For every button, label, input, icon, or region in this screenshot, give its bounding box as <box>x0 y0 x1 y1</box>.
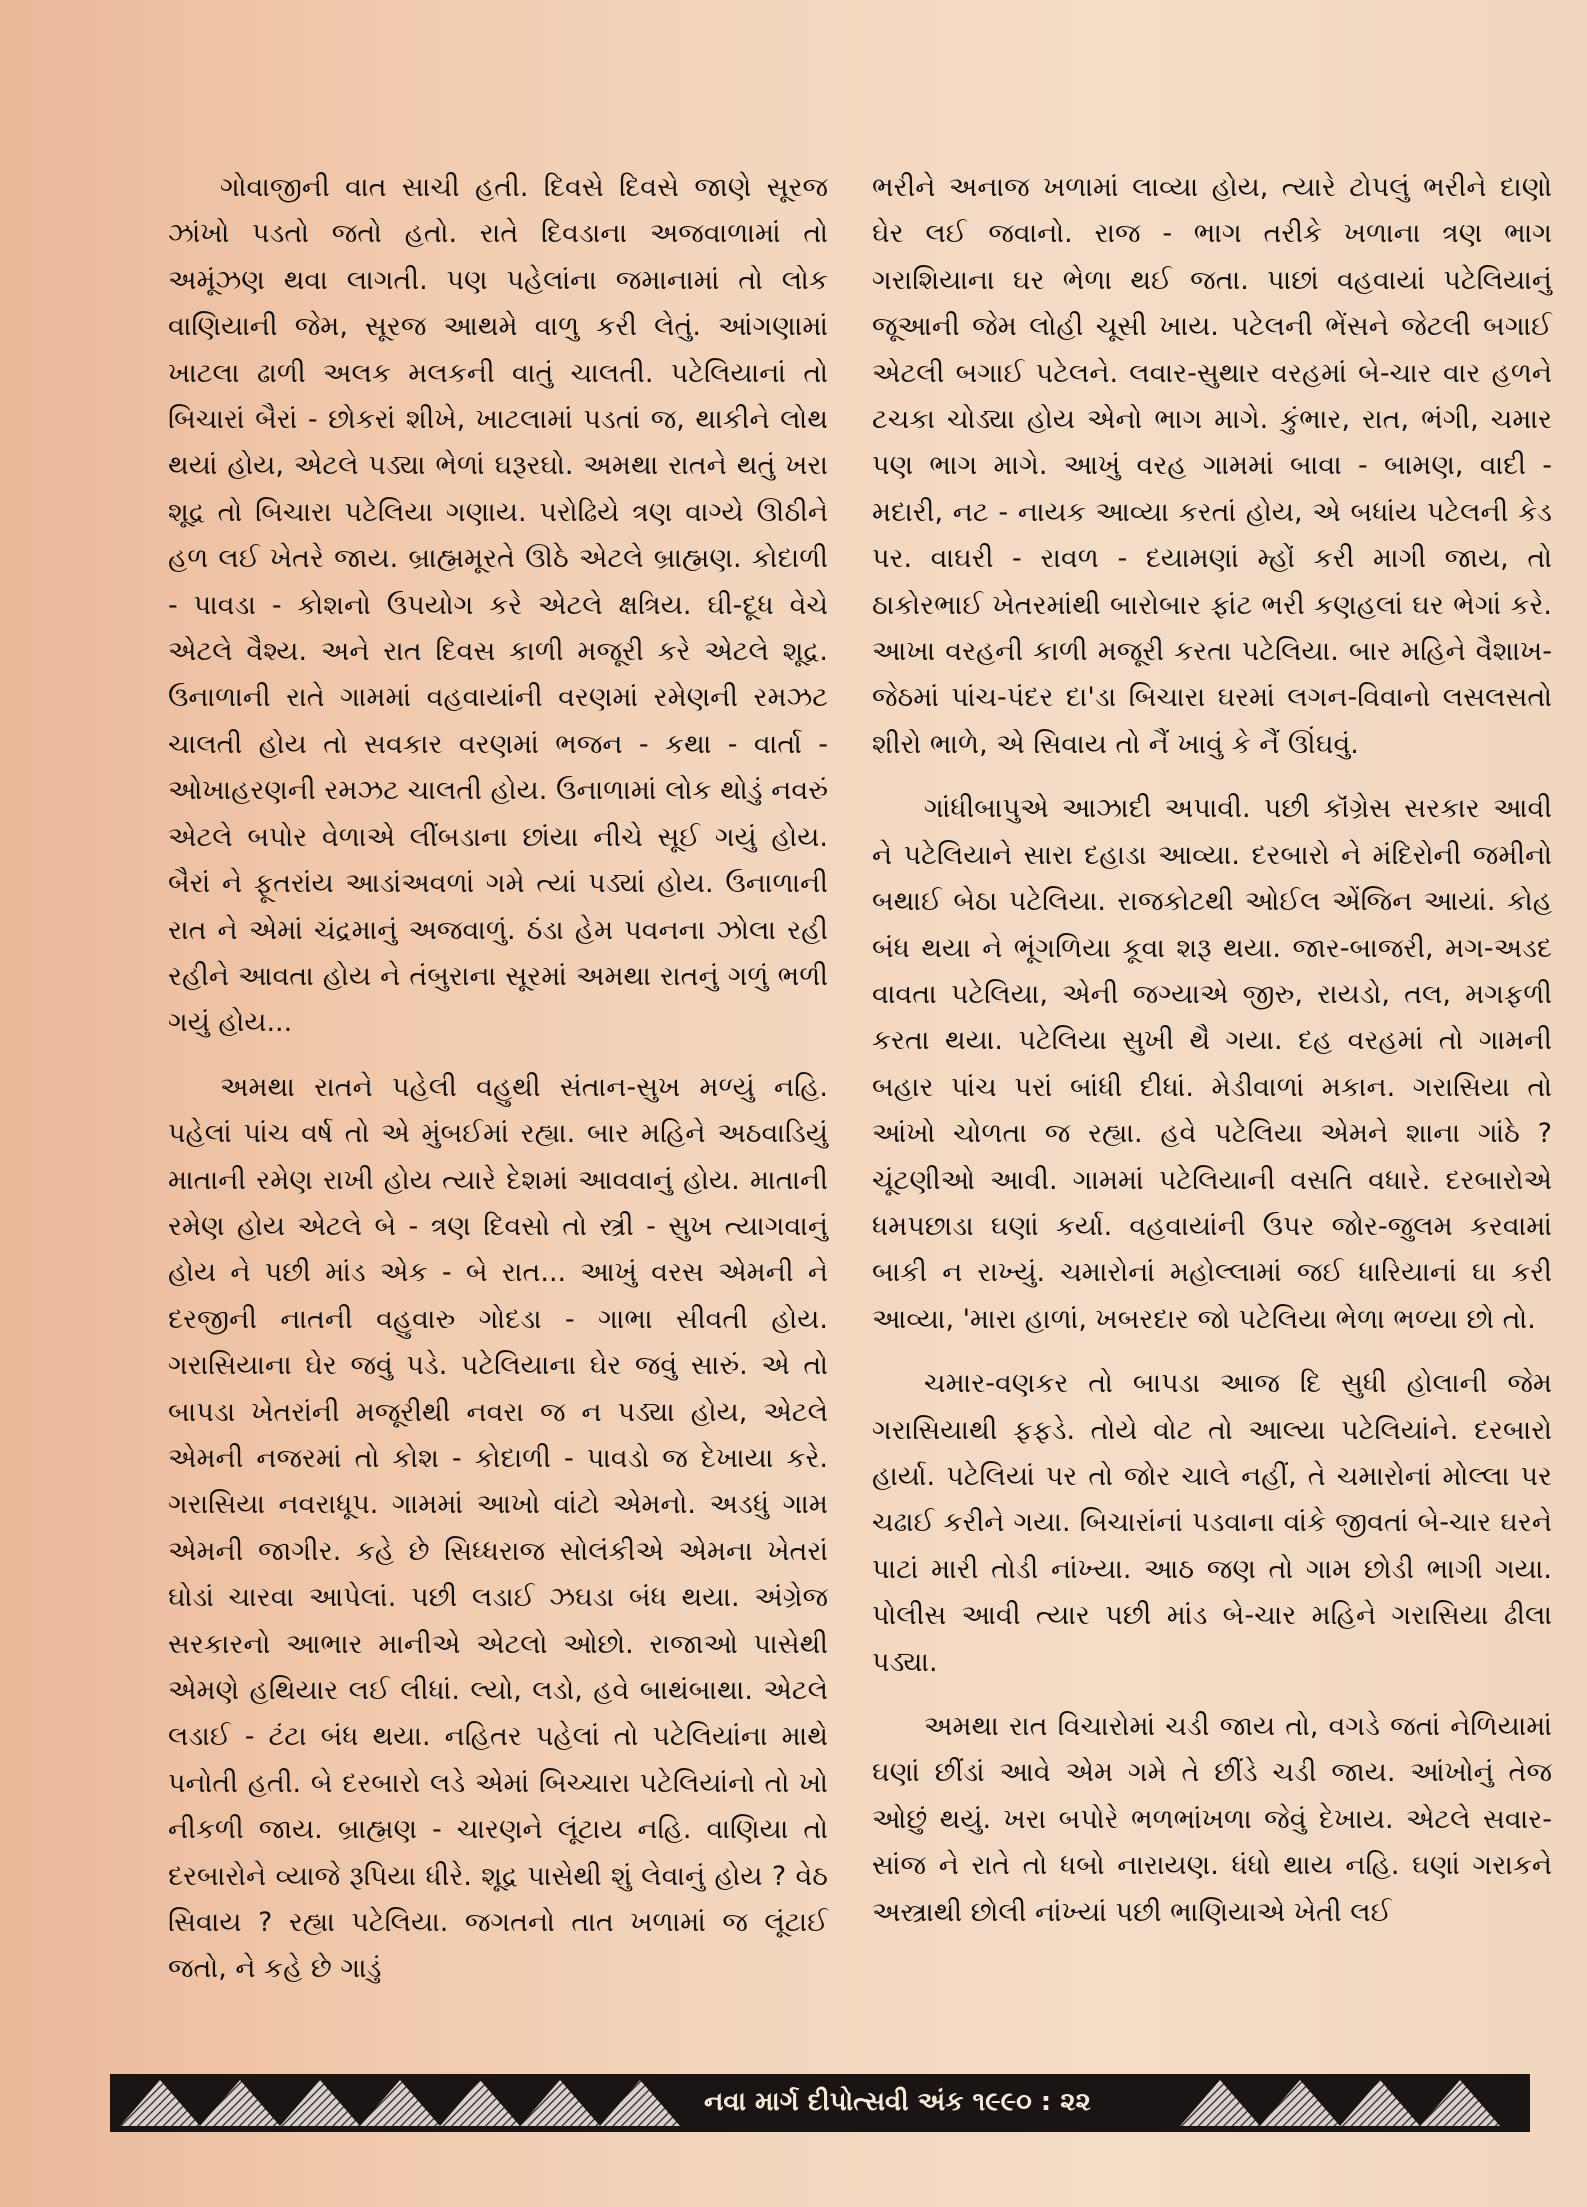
paragraph: અમથા રાતને પહેલી વહુથી સંતાન-સુખ મળ્યું નહિ. પહેલાં પાંચ વર્ષ તો એ મુંબઈમાં રહ્યા. બાર મહિને અઠવાડિયું માતાની રમેણ રાખી હોય ત્યારે દેશમાં આવવાનું હોય. માતાની રમેણ હોય એટલે બે - ત્રણ દિવસો તો સ્ત્રી - સુખ ત્યાગવાનું હોય ને પછી માંડ એક - બે રાત... આખું વરસ એમની ને દરજીની નાતની વહુવારુ ગોદડા - ગાભા સીવતી હોય. ગરાસિયાના ઘેર જવું પડે. પટેલિયાના ઘેર જવું સારું. એ તો બાપડા ખેતરાંની મજૂરીથી નવરા જ ન પડ્યા હોય, એટલે એમની નજરમાં તો કોશ - કોદાળી - પાવડો જ દેખાયા કરે. ગરાસિયા નવરાધૂપ. ગામમાં આખો વાંટો એમનો. અડધું ગામ એમની જાગીર. કહે છે સિધ્ધરાજ સોલંકીએ એમના ખેતરાં ઘોડાં ચારવા આપેલાં. પછી લડાઈ ઝઘડા બંધ થયા. અંગ્રેજ સરકારનો આભાર માનીએ એટલો ઓછો. રાજાઓ પાસેથી એમણે હથિયાર લઈ લીધાં. લ્યો, લડો, હવે બાથંબાથા. એટલે લડાઈ - ટંટા બંધ થયા. નહિતર પહેલાં તો પટેલિયાંના માથે પનોતી હતી. બે દરબારો લડે એમાં બિચ્ચારા પટેલિયાંનો તો ખો નીકળી જાય. બ્રાહ્મણ - ચારણને લૂંટાય નહિ. વાણિયા તો દરબારોને વ્યાજે રૂપિયા ધીરે. શૂદ્ર પાસેથી શું લેવાનું હોય ? વેઠ સિવાય ? રહ્યા પટેલિયા. જગતનો તાત ખળામાં જ લૂંટાઈ જતો, ને કહે છે ગાડું <box>168 1071 828 1985</box>
page-footer <box>110 2068 1530 2138</box>
footer-issue-label: નવા માર્ગ દીપોત્સવી અંક ૧૯૯૦ : ૨૨ <box>690 2076 1105 2128</box>
paragraph: ગોવાજીની વાત સાચી હતી. દિવસે દિવસે જાણે સૂરજ ઝાંખો પડતો જતો હતો. રાતે દિવડાના અજવાળામાં તો અમૂંઝણ થવા લાગતી. પણ પહેલાંના જમાનામાં તો લોક વાણિયાની જેમ, સૂરજ આથમે વાળુ કરી લેતું. આંગણામાં ખાટલા ઢાળી અલક મલકની વાતું ચાલતી. પટેલિયાનાં તો બિચારાં બૈરાં - છોકરાં શીખે, ખાટલામાં પડતાં જ, થાકીને લોથ થયાં હોય, એટલે પડ્યા ભેળાં ઘરૂરઘો. અમથા રાતને થતું ખરા શૂદ્ર તો બિચારા પટેલિયા ગણાય. પરોઢિયે ત્રણ વાગ્યે ઊઠીને હળ લઈ ખેતરે જાય. બ્રાહ્મમૂરતે ઊઠે એટલે બ્રાહ્મણ. કોદાળી - પાવડા - કોશનો ઉપયોગ કરે એટલે ક્ષત્રિય. ઘી-દૂધ વેચે એટલે વૈશ્ય. અને રાત દિવસ કાળી મજૂરી કરે એટલે શૂદ્ર. ઉનાળાની રાતે ગામમાં વહવાયાંની વરણમાં રમેણની રમઝટ ચાલતી હોય તો સવકાર વરણમાં ભજન - કથા - વાર્તા - ઓખાહરણની રમઝટ ચાલતી હોય. ઉનાળામાં લોક થોડું નવરું એટલે બપોર વેળાએ લીંબડાના છાંયા નીચે સૂઈ ગયું હોય. બૈરાં ને ફૂતરાંય આડાંઅવળાં ગમે ત્યાં પડ્યાં હોય. ઉનાળાની રાત ને એમાં ચંદ્રમાનું અજવાળું. ઠંડા હેમ પવનના ઝોલા રહી રહીને આવતા હોય ને તંબુરાના સૂરમાં અમથા રાતનું ગળું ભળી ગયું હોય... <box>168 172 828 1039</box>
paragraph: ગાંધીબાપુએ આઝાદી અપાવી. પછી કૉંગ્રેસ સરકાર આવી ને પટેલિયાને સારા દહાડા આવ્યા. દરબારો ને મંદિરોની જમીનો બથાઈ બેઠા પટેલિયા. રાજકોટથી ઓઈલ એંજિન આયાં. કોહ બંધ થયા ને ભૂંગળિયા કૂવા શરૂ થયા. જાર-બાજરી, મગ-અડદ વાવતા પટેલિયા, એની જગ્યાએ જીરુ, રાયડો, તલ, મગફળી કરતા થયા. પટેલિયા સુખી થૈ ગયા. દહ વરહમાં તો ગામની બહાર પાંચ પરાં બાંધી દીધાં. મેડીવાળાં મકાન. ગરાસિયા તો આંખો ચોળતા જ રહ્યા. હવે પટેલિયા એમને શાના ગાંઠે ? ચૂંટણીઓ આવી. ગામમાં પટેલિયાની વસતિ વધારે. દરબારોએ ધમપછાડા ઘણાં કર્યા. વહવાયાંની ઉપર જોર-જુલમ કરવામાં બાકી ન રાખ્યું. ચમારોનાં મહોલ્લામાં જઈ ધારિયાનાં ઘા કરી આવ્યા, 'મારા હાળાં, ખબરદાર જો પટેલિયા ભેળા ભળ્યા છો તો. <box>872 793 1552 1335</box>
right-text-column <box>872 165 1552 1936</box>
paragraph: ચમાર-વણકર તો બાપડા આજ દિ સુધી હોલાની જેમ ગરાસિયાથી ફફડે. તોયે વોટ તો આલ્યા પટેલિયાંને. દરબારો હાર્યા. પટેલિયાં પર તો જોર ચાલે નહીં, તે ચમારોનાં મોલ્લા પર ચઢાઈ કરીને ગયા. બિચારાંનાં પડવાના વાંકે જીવતાં બે-ચાર ઘરને પાટાં મારી તોડી નાંખ્યા. આઠ જણ તો ગામ છોડી ભાગી ગયા. પોલીસ આવી ત્યાર પછી માંડ બે-ચાર મહિને ગરાસિયા ઢીલા પડ્યા. <box>872 1368 1552 1678</box>
left-text-column <box>168 165 828 1993</box>
paragraph: ભરીને અનાજ ખળામાં લાવ્યા હોય, ત્યારે ટોપલું ભરીને દાણો ઘેર લઈ જવાનો. રાજ - ભાગ તરીકે ખળાના ત્રણ ભાગ ગરાશિયાના ઘર ભેળા થઈ જતા. પાછાં વહવાયાં પટેલિયાનું જૂઆની જેમ લોહી ચૂસી ખાય. પટેલની ભેંસને જેટલી બગાઈ એટલી બગાઈ પટેલને. લવાર-સુથાર વરહમાં બે-ચાર વાર હળને ટચકા ચોડ્યા હોય એનો ભાગ માગે. કુંભાર, રાત, ભંગી, ચમાર પણ ભાગ માગે. આખું વરહ ગામમાં બાવા - બામણ, વાદી - મદારી, નટ - નાયક આવ્યા કરતાં હોય, એ બધાંય પટેલની કેડ પર. વાઘરી - રાવળ - દયામણાં મ્હોં કરી માગી જાય, તો ઠાકોરભાઈ ખેતરમાંથી બારોબાર ફાંટ ભરી કણહલાં ઘર ભેગાં કરે. આખા વરહની કાળી મજૂરી કરતા પટેલિયા. બાર મહિને વૈશાખ-જેઠમાં પાંચ-પંદર દા'ડા બિચારા ઘરમાં લગન-વિવાનો લસલસતો શીરો ભાળે, એ સિવાય તો નૈં ખાવું કે નૈં ઊંઘવું. <box>872 172 1552 760</box>
paragraph: અમથા રાત વિચારોમાં ચડી જાય તો, વગડે જતાં નેળિયામાં ઘણાં છીંડાં આવે એમ ગમે તે છીંડે ચડી જાય. આંખોનું તેજ ઓછું થયું. ખરા બપોરે ભળભાંખળા જેવું દેખાય. એટલે સવાર-સાંજ ને રાતે તો ધબો નારાયણ. ધંધો થાય નહિ. ઘણાં ગરાકને અસ્ત્રાથી છોલી નાંખ્યાં પછી ભાણિયાએ ખેતી લઈ <box>872 1711 1552 1928</box>
